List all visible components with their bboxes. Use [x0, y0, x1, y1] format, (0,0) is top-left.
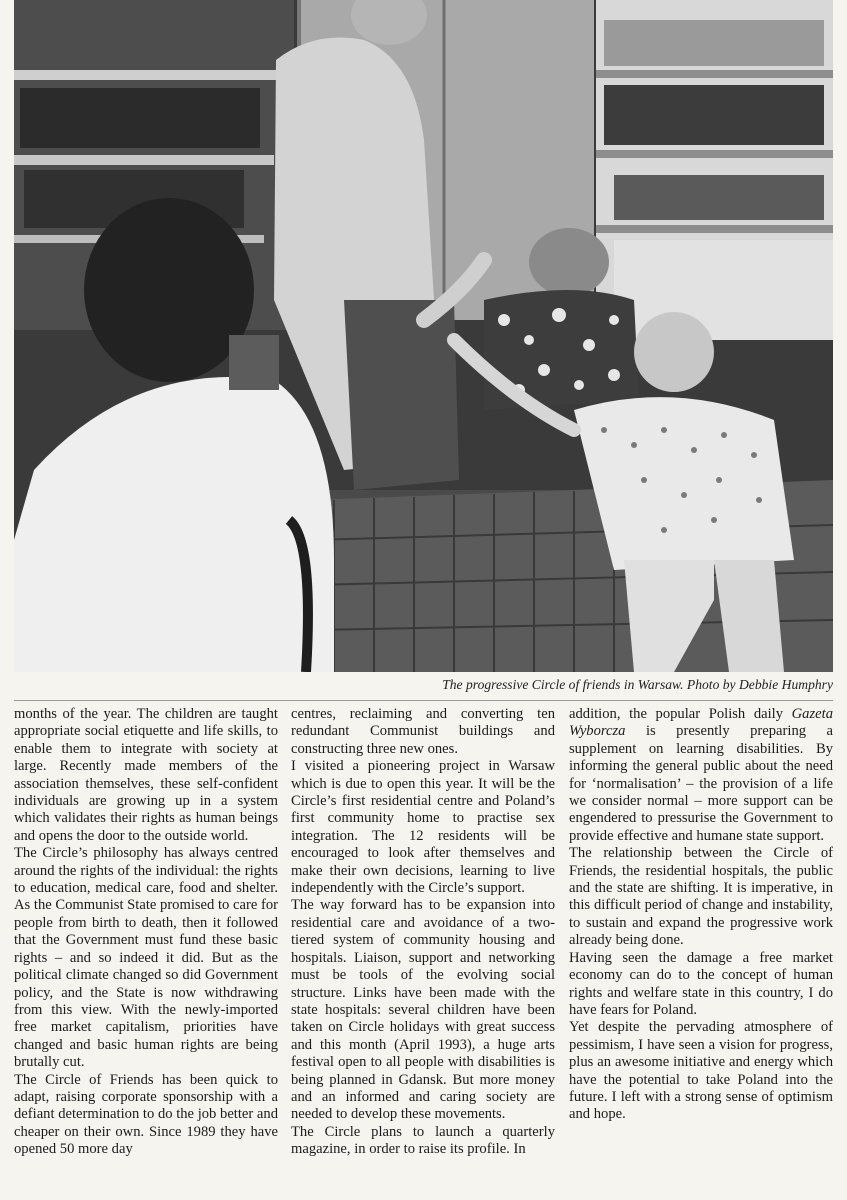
paragraph: The Circle plans to launch a quarterly magazine, in order to raise its profile. In: [291, 1123, 555, 1158]
text-column-1: [14, 706, 278, 1159]
text-run: addition, the popular Polish daily: [569, 706, 792, 722]
text-column-3: [569, 706, 833, 1124]
paragraph: I visited a pioneering project in Warsaw which is due to open this year. It will be the Circle’s first residential centre and Poland’s first community home to practise sex integration. The 12 residents will be encouraged to look after themselves and make their own decisions, learning to live independently with the Circle’s support.: [291, 758, 555, 897]
paragraph: The way forward has to be expansion into residential care and avoidance of a two-tiered system of community housing and hospitals. Liaison, support and networking must be tools of the evolving social structure. Links have been made with the state hospitals: several children have been taken on Circle holidays with great success and this month (April 1993), a huge arts festival open to all people with disabilities is being planned in Gdansk. But more money and an informed and caring society are needed to develop these movements.: [291, 897, 555, 1123]
text-run: is presently preparing a supplement on learning disabilities. By informing the general public about the need for ‘normalisation’ – the provision of a life we consider normal – more support can be engendered to pressurise the Government to provide effective and humane state support.: [569, 723, 833, 844]
paragraph: The Circle’s philosophy has always centred around the rights of the individual: the rights to education, medical care, food and shelter. As the Communist State promised to care for people from birth to death, then it followed that the Government must fund these basic rights – and so indeed it did. But as the political climate changed so did Government policy, and the State is now withdrawing from this view. With the newly-imported free market capitalism, priorities have changed and basic human rights are being brutally cut.: [14, 845, 278, 1071]
paragraph: months of the year. The children are taught appropriate social etiquette and life skills, to enable them to integrate with society at large. Recently made members of the association themselves, these self-confident individuals are growing up in a system which validates their rights as human beings and opens the door to the outside world.: [14, 706, 278, 844]
photo-caption: The progressive Circle of friends in Warsaw. Photo by Debbie Humphry: [442, 677, 833, 692]
paragraph: [569, 706, 833, 845]
caption-divider: [14, 700, 833, 701]
paragraph: Yet despite the pervading atmosphere of pessimism, I have seen a vision for progress, plus an awesome initiative and energy which have the potential to take Poland into the future. I left with a strong sense of optimism and hope.: [569, 1019, 833, 1123]
text-column-2: [291, 706, 555, 1159]
paragraph: The Circle of Friends has been quick to adapt, raising corporate sponsorship with a defiant determination to do the job better and cheaper on their own. Since 1989 they have opened 50 more day: [14, 1071, 278, 1158]
paragraph: The relationship between the Circle of Friends, the residential hospitals, the public and the state are shifting. It is imperative, in this difficult period of change and instability, to sustain and expand the progressive work already being done.: [569, 845, 833, 949]
newspaper-title: Gazeta Wyborcza: [569, 706, 833, 740]
photo-illustration: [14, 0, 833, 672]
paragraph: Having seen the damage a free market economy can do to the concept of human rights and welfare state in this country, I do have fears for Poland.: [569, 949, 833, 1018]
paragraph: centres, reclaiming and converting ten redundant Communist buildings and constructing three new ones.: [291, 706, 555, 757]
photograph: [14, 0, 833, 672]
